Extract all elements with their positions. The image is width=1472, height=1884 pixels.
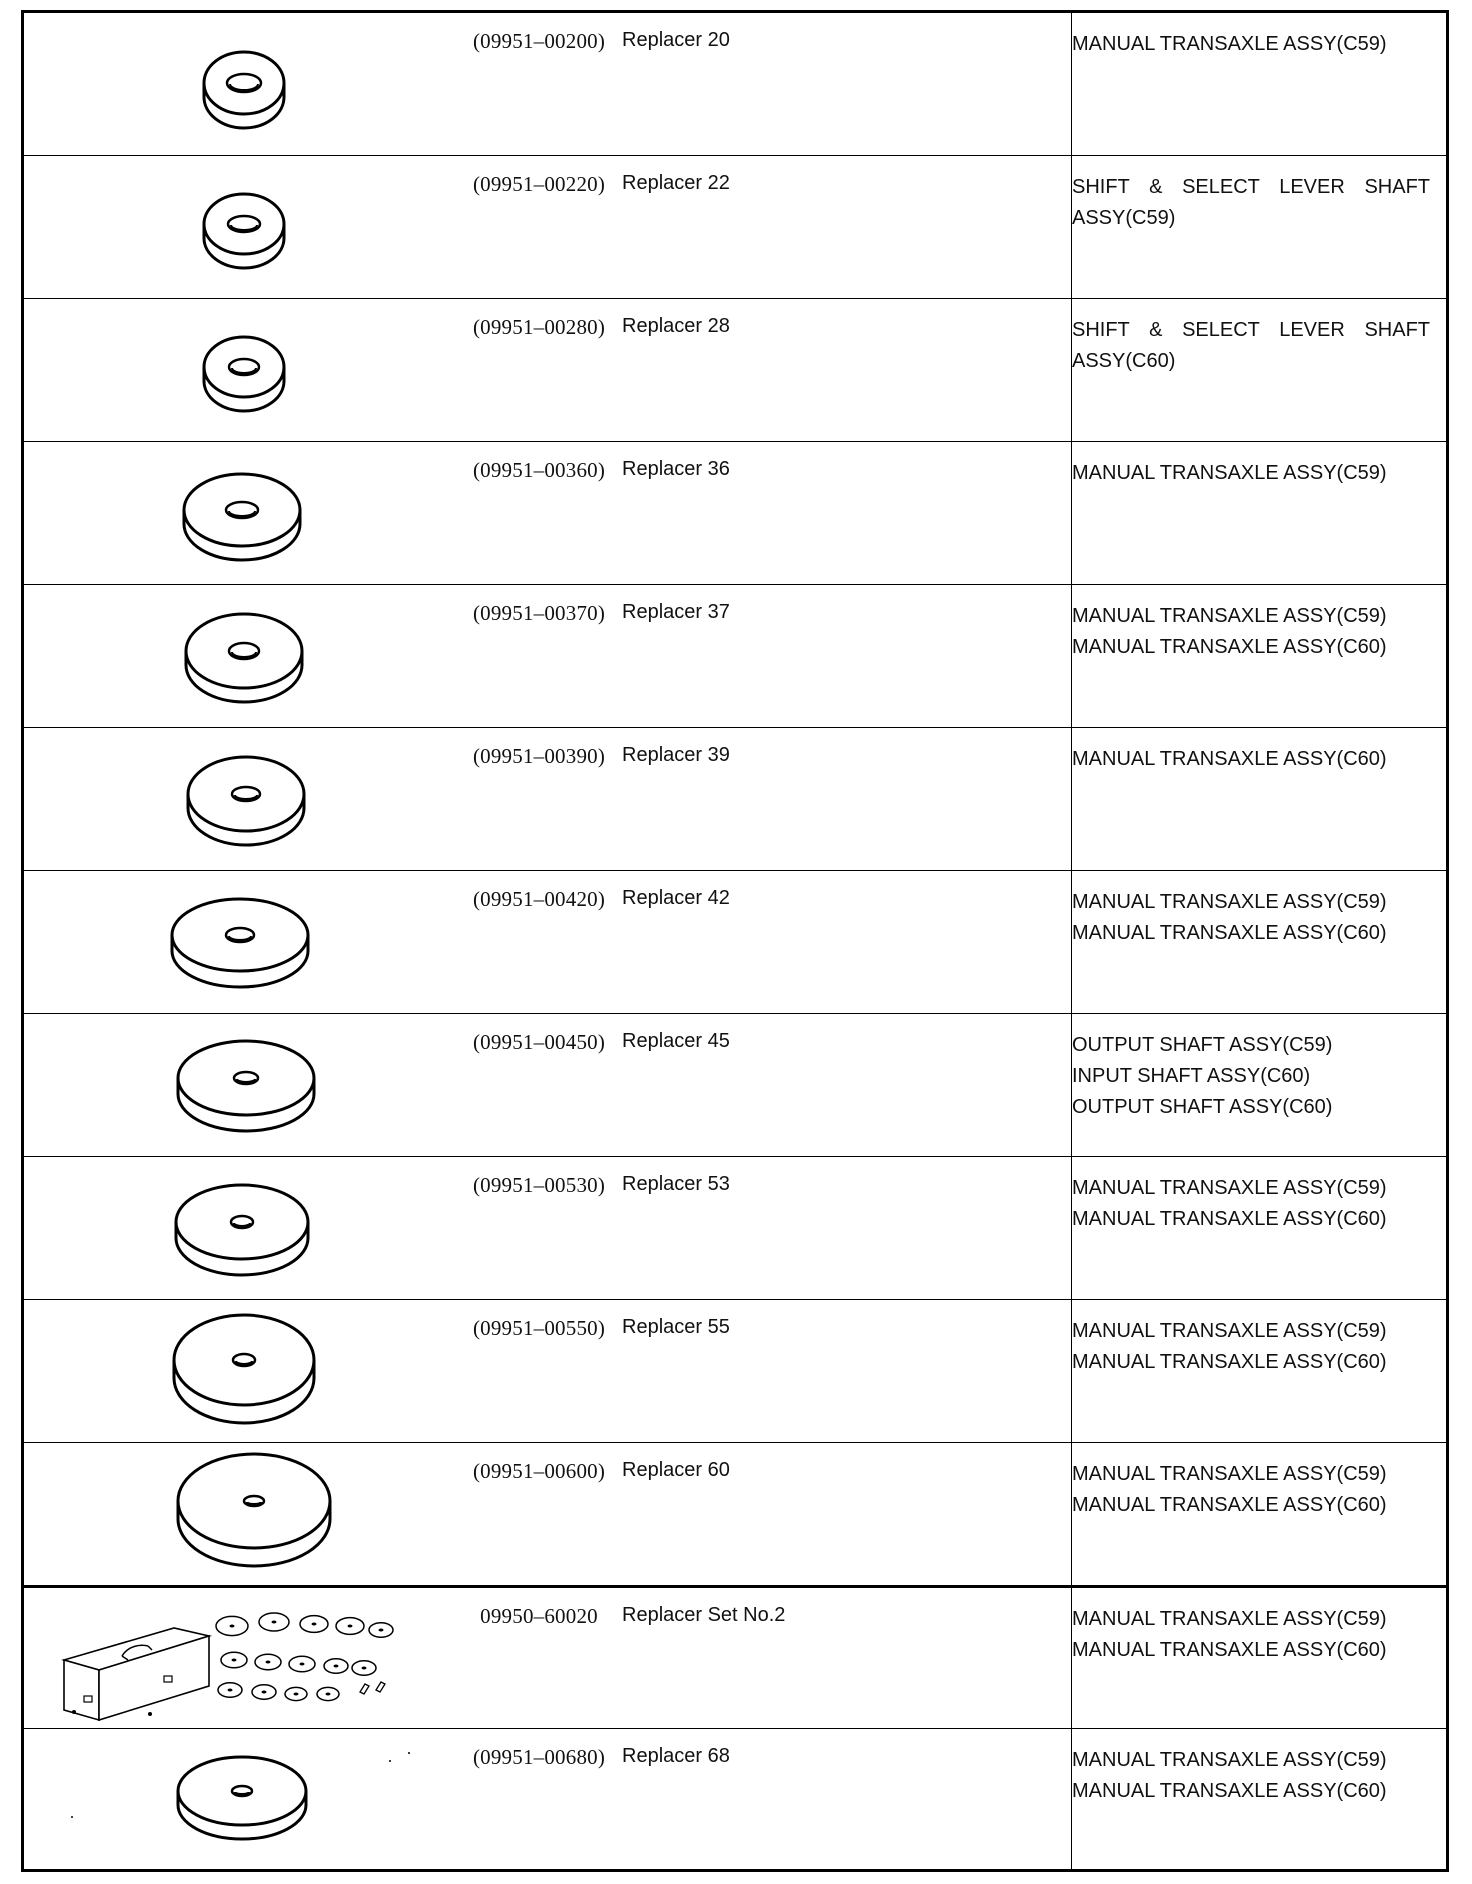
part-number: (09951–00450): [472, 1030, 606, 1054]
xl-replacer-icon: [24, 1729, 444, 1871]
medium-replacer-icon: [24, 728, 444, 870]
application-line: MANUAL TRANSAXLE ASSY(C59): [1072, 462, 1387, 484]
application-list: [1072, 29, 1432, 60]
table-row: [24, 1014, 1446, 1157]
xl-replacer-icon: [24, 1300, 444, 1442]
application-line: OUTPUT SHAFT ASSY(C60): [1072, 1096, 1333, 1118]
application-line: SHIFT & SELECT LEVER SHAFT: [1072, 176, 1430, 198]
tool-name: Replacer 22: [622, 172, 730, 194]
table-row: [24, 1729, 1446, 1872]
application-list: [1072, 1459, 1432, 1521]
table-row: [24, 871, 1446, 1014]
application-line: MANUAL TRANSAXLE ASSY(C59): [1072, 1177, 1387, 1199]
application-line: MANUAL TRANSAXLE ASSY(C59): [1072, 605, 1387, 627]
application-line: MANUAL TRANSAXLE ASSY(C60): [1072, 1494, 1387, 1516]
part-number: 09950–60020: [480, 1604, 598, 1628]
application-line: MANUAL TRANSAXLE ASSY(C59): [1072, 33, 1387, 55]
table-row: [24, 156, 1446, 299]
large-replacer-icon: [24, 1014, 444, 1156]
part-number: (09951–00220): [472, 172, 606, 196]
part-number: (09951–00200): [472, 29, 606, 53]
table-row: [24, 585, 1446, 728]
part-number: (09951–00280): [472, 315, 606, 339]
application-line: ASSY(C60): [1072, 350, 1176, 372]
table-row: [24, 1157, 1446, 1300]
part-number: (09951–00530): [472, 1173, 606, 1197]
part-number: (09951–00600): [472, 1459, 606, 1483]
application-list: [1072, 315, 1432, 377]
medium-replacer-icon: [24, 442, 444, 584]
tool-name: Replacer 60: [622, 1459, 730, 1481]
large-replacer-icon: [24, 1157, 444, 1299]
tool-name: Replacer 36: [622, 458, 730, 480]
application-line: ASSY(C59): [1072, 207, 1176, 229]
xl-replacer-icon: [24, 1443, 444, 1585]
table-row: [24, 1586, 1446, 1729]
application-line: MANUAL TRANSAXLE ASSY(C60): [1072, 748, 1387, 770]
application-line: MANUAL TRANSAXLE ASSY(C59): [1072, 1320, 1387, 1342]
application-line: SHIFT & SELECT LEVER SHAFT: [1072, 319, 1430, 341]
tool-name: Replacer 68: [622, 1745, 730, 1767]
application-line: INPUT SHAFT ASSY(C60): [1072, 1065, 1311, 1087]
tool-name: Replacer 39: [622, 744, 730, 766]
part-number: (09951–00680): [472, 1745, 606, 1769]
large-replacer-icon: [24, 871, 444, 1013]
tool-name: Replacer Set No.2: [622, 1604, 786, 1626]
part-number: (09951–00420): [472, 887, 606, 911]
table-row: [24, 1443, 1446, 1586]
application-list: [1072, 887, 1432, 949]
part-number: (09951–00370): [472, 601, 606, 625]
small-replacer-icon: [24, 299, 444, 441]
application-list: [1072, 1030, 1432, 1123]
application-line: MANUAL TRANSAXLE ASSY(C59): [1072, 1463, 1387, 1485]
replacer-set-case-icon: [24, 1588, 444, 1730]
application-list: [1072, 601, 1432, 663]
tool-name: Replacer 42: [622, 887, 730, 909]
application-list: [1072, 1316, 1432, 1378]
tool-name: Replacer 37: [622, 601, 730, 623]
small-replacer-icon: [24, 13, 444, 155]
application-line: MANUAL TRANSAXLE ASSY(C60): [1072, 1780, 1387, 1802]
application-line: MANUAL TRANSAXLE ASSY(C59): [1072, 1749, 1387, 1771]
application-line: MANUAL TRANSAXLE ASSY(C60): [1072, 1639, 1387, 1661]
table-row: [24, 442, 1446, 585]
application-line: MANUAL TRANSAXLE ASSY(C60): [1072, 1351, 1387, 1373]
application-line: MANUAL TRANSAXLE ASSY(C60): [1072, 922, 1387, 944]
table-row: [24, 13, 1446, 156]
application-list: [1072, 744, 1432, 775]
application-line: MANUAL TRANSAXLE ASSY(C59): [1072, 891, 1387, 913]
tool-name: Replacer 53: [622, 1173, 730, 1195]
part-number: (09951–00550): [472, 1316, 606, 1340]
small-replacer-icon: [24, 156, 444, 298]
application-list: [1072, 1745, 1432, 1807]
application-line: OUTPUT SHAFT ASSY(C59): [1072, 1034, 1333, 1056]
table-row: [24, 728, 1446, 871]
tool-name: Replacer 28: [622, 315, 730, 337]
application-line: MANUAL TRANSAXLE ASSY(C60): [1072, 1208, 1387, 1230]
tool-name: Replacer 20: [622, 29, 730, 51]
tool-name: Replacer 45: [622, 1030, 730, 1052]
tool-name: Replacer 55: [622, 1316, 730, 1338]
table-row: [24, 299, 1446, 442]
application-line: MANUAL TRANSAXLE ASSY(C60): [1072, 636, 1387, 658]
sst-table: [21, 10, 1449, 1872]
application-list: [1072, 458, 1432, 489]
part-number: (09951–00360): [472, 458, 606, 482]
medium-replacer-icon: [24, 585, 444, 727]
application-list: [1072, 1604, 1432, 1666]
part-number: (09951–00390): [472, 744, 606, 768]
application-list: [1072, 1173, 1432, 1235]
application-list: [1072, 172, 1432, 234]
table-row: [24, 1300, 1446, 1443]
application-line: MANUAL TRANSAXLE ASSY(C59): [1072, 1608, 1387, 1630]
